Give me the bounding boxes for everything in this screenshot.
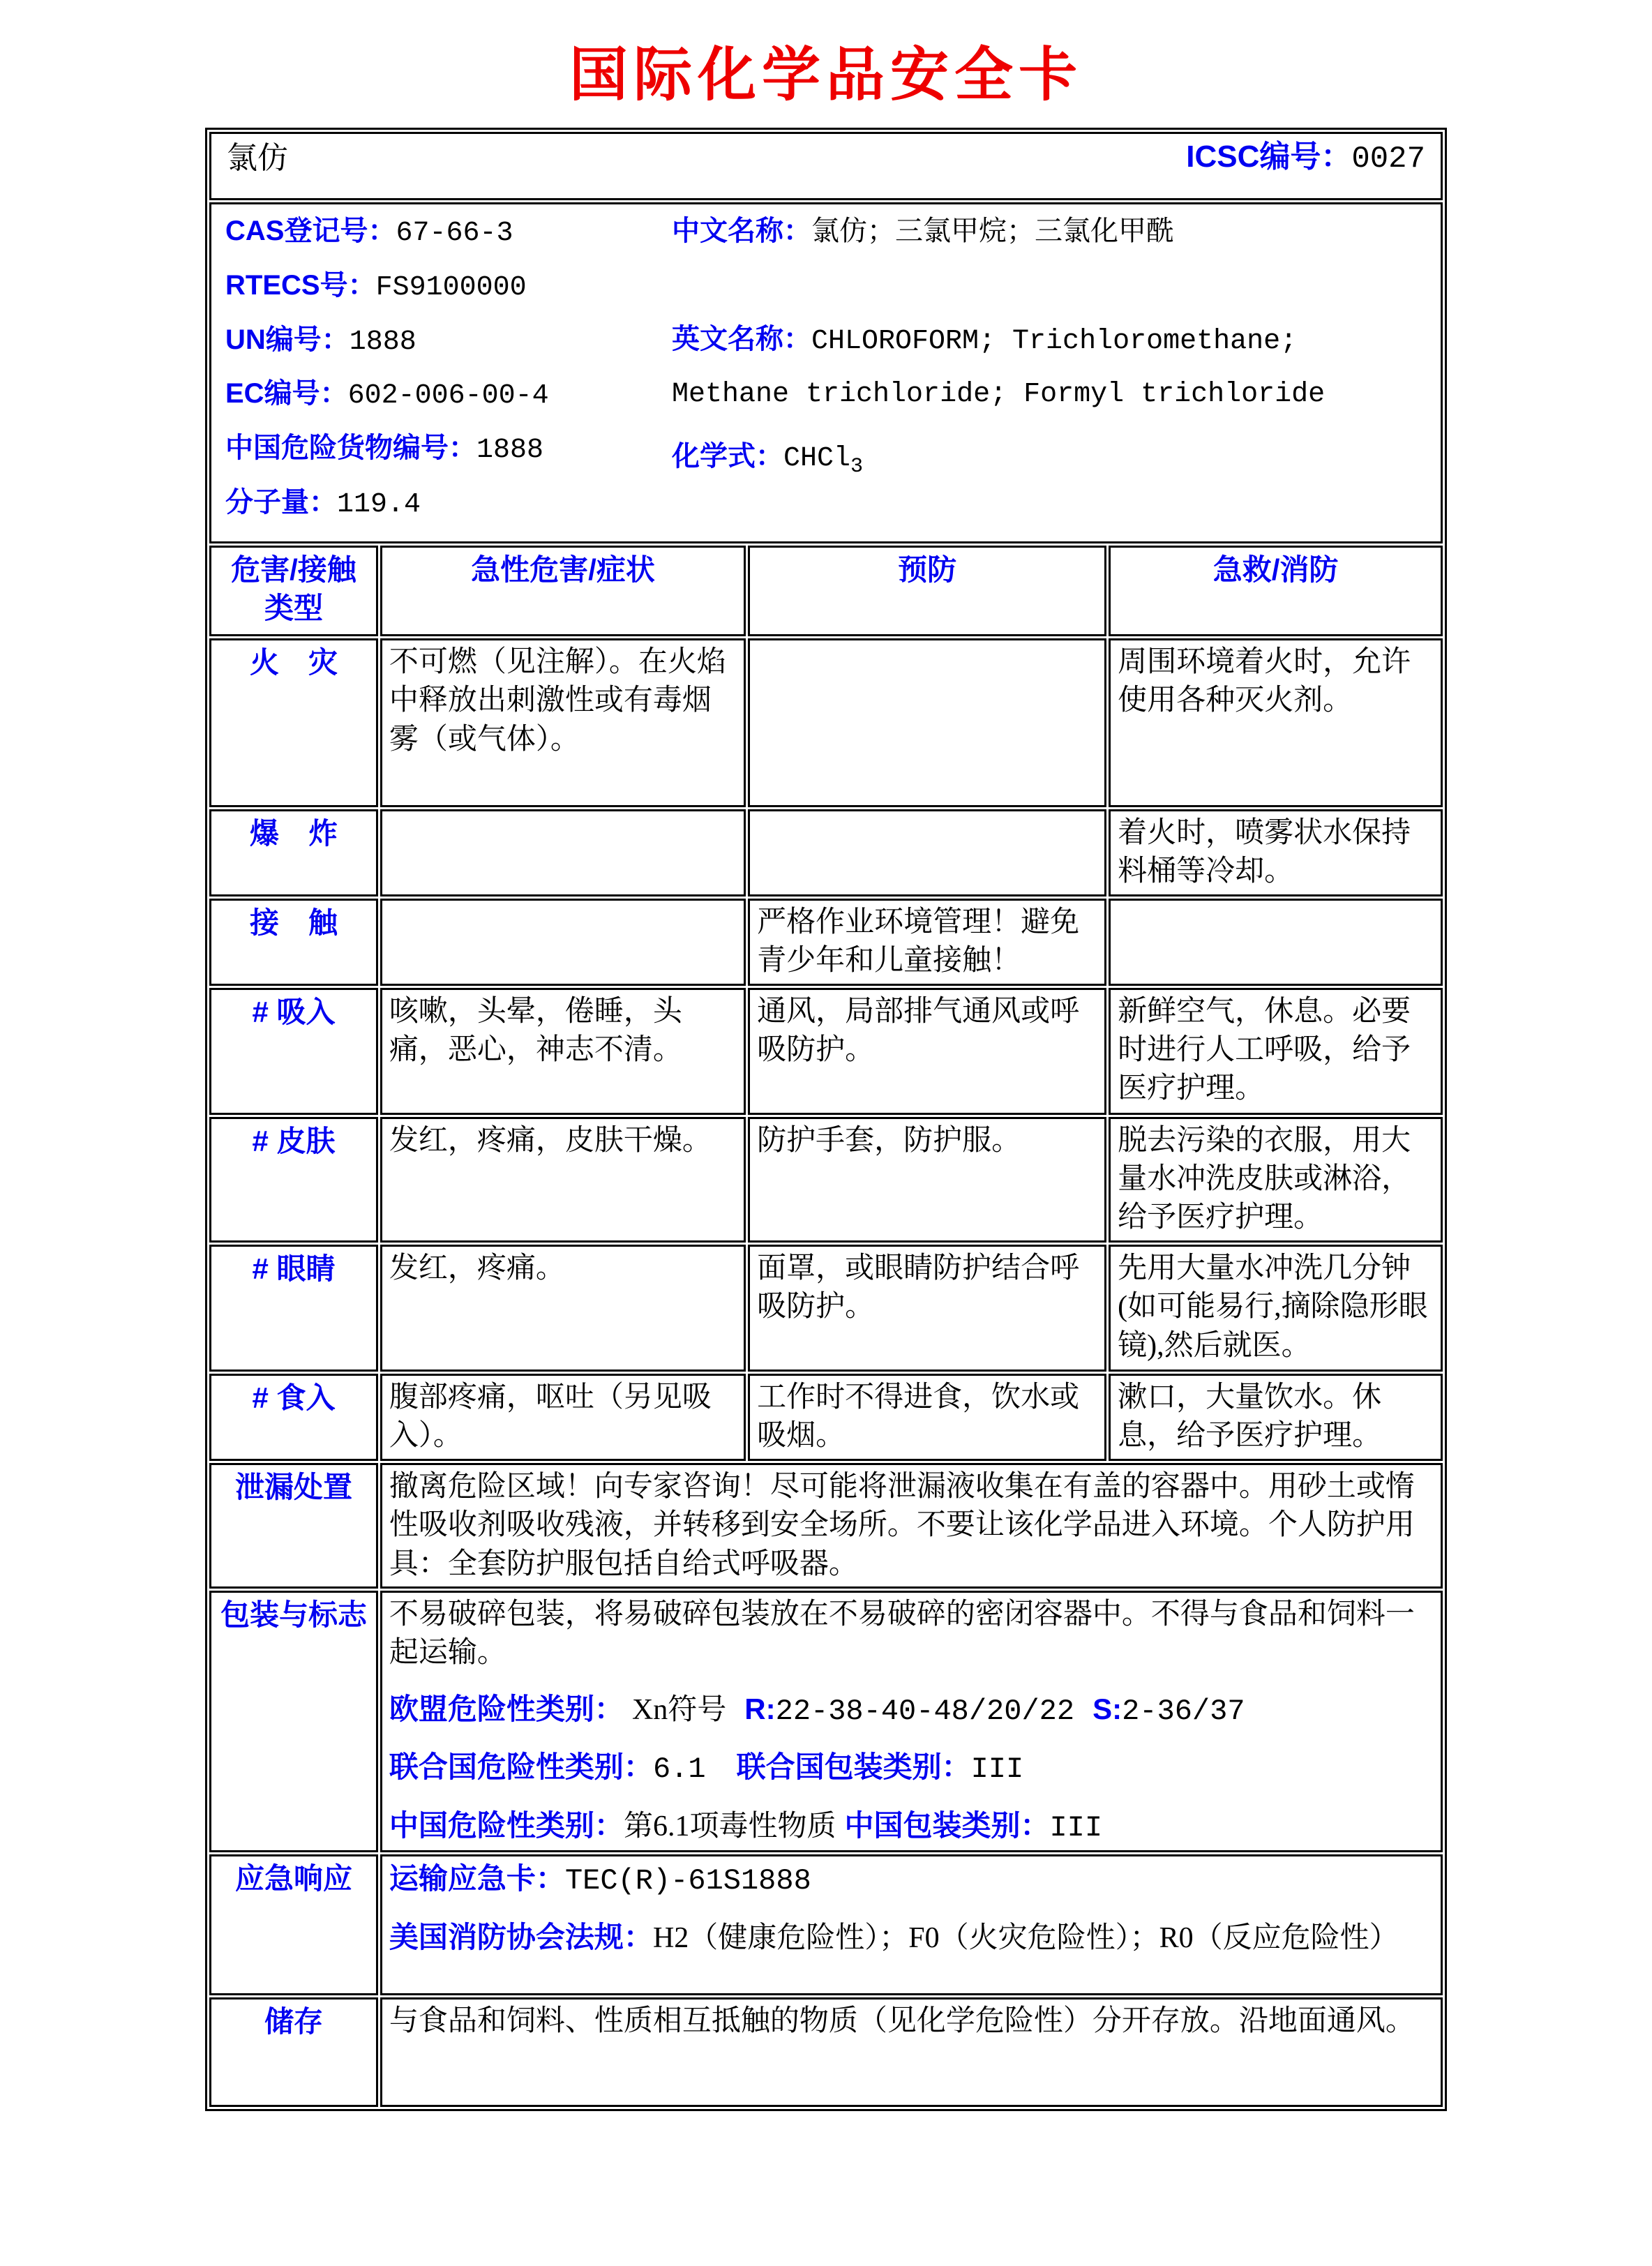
hazard-header-symptoms: 急性危害/症状	[380, 546, 746, 636]
un-packing-group-value: III	[970, 1753, 1024, 1787]
prevention-cell: 工作时不得进食，饮水或吸烟。	[748, 1374, 1106, 1461]
symptoms-cell: 不可燃（见注解）。在火焰中释放出刺激性或有毒烟雾（或气体）。	[380, 638, 746, 807]
rtecs-number-line	[225, 267, 672, 307]
symptoms-cell: 腹部疼痛，呕吐（另见吸入）。	[380, 1374, 746, 1461]
icsc-number-value: 0027	[1351, 142, 1425, 177]
hazard-row-inhalation	[209, 988, 1443, 1115]
english-name-line	[672, 314, 1411, 420]
identity-row	[209, 202, 1443, 543]
china-packing-group-label: 中国包装类别：	[844, 1808, 1050, 1842]
s-phrases-label: S:	[1092, 1692, 1122, 1725]
prevention-cell: 面罩，或眼睛防护结合呼吸防护。	[748, 1245, 1106, 1372]
cas-number-label: CAS登记号：	[225, 216, 396, 246]
first-aid-cell: 新鲜空气，休息。必要时进行人工呼吸，给予医疗护理。	[1109, 988, 1443, 1115]
emergency-row	[209, 1854, 1443, 1995]
english-name-value: CHLOROFORM; Trichloromethane; Methane trichloride; Formyl trichloride	[672, 325, 1326, 410]
china-hazard-class-label: 中国危险性类别：	[389, 1808, 624, 1842]
un-packing-group-label: 联合国包装类别：	[736, 1750, 971, 1784]
hazard-row-fire	[209, 638, 1443, 807]
ec-number-line	[225, 375, 672, 415]
molecular-weight-line	[225, 484, 672, 524]
storage-label: 储存	[209, 1997, 378, 2107]
row-type-label: # 吸入	[209, 988, 378, 1115]
storage-row	[209, 1997, 1443, 2107]
transport-emergency-card-value: TEC(R)-61S1888	[564, 1864, 811, 1898]
row-type-label: 接 触	[209, 899, 378, 986]
icsc-card	[205, 128, 1447, 2111]
hazard-header-prevention: 预防	[748, 546, 1106, 636]
hazard-row-contact	[209, 899, 1443, 986]
prevention-cell: 防护手套，防护服。	[748, 1117, 1106, 1243]
nfpa-code-value: H2（健康危险性）；F0（火灾危险性）；R0（反应危险性）	[652, 1921, 1399, 1954]
prevention-cell	[748, 638, 1106, 807]
emergency-cell	[380, 1854, 1443, 1995]
chemical-formula-subscript: 3	[850, 454, 864, 479]
symptoms-cell: 咳嗽，头晕，倦睡，头痛，恶心，神志不清。	[380, 988, 746, 1115]
r-phrases-value: 22-38-40-48/20/22	[775, 1694, 1075, 1728]
hazard-header-first-aid: 急救/消防	[1109, 546, 1443, 636]
symptoms-cell: 发红，疼痛。	[380, 1245, 746, 1372]
eu-hazard-class-line	[389, 1690, 1434, 1731]
storage-text: 与食品和饲料、性质相互抵触的物质（见化学危险性）分开存放。沿地面通风。	[380, 1997, 1443, 2107]
china-class-line	[389, 1806, 1434, 1847]
cas-number-value: 67-66-3	[396, 218, 513, 249]
packaging-row	[209, 1591, 1443, 1852]
substance-name: 氯仿	[227, 140, 288, 175]
packaging-label: 包装与标志	[209, 1591, 378, 1852]
prevention-cell: 严格作业环境管理！避免青少年和儿童接触！	[748, 899, 1106, 986]
chemical-formula-line	[672, 438, 1411, 481]
rtecs-number-value: FS9100000	[375, 271, 527, 303]
row-type-label: 火 灾	[209, 638, 378, 807]
un-number-label: UN编号：	[225, 324, 350, 355]
ec-number-label: EC编号：	[225, 378, 348, 410]
china-dg-number-value: 1888	[476, 435, 544, 467]
hazard-row-explosion	[209, 809, 1443, 896]
un-number-value: 1888	[349, 326, 416, 358]
un-hazard-class-label: 联合国危险性类别：	[389, 1750, 653, 1784]
icsc-number	[1186, 137, 1425, 179]
icsc-number-label: ICSC编号：	[1186, 140, 1352, 174]
packaging-transport-note: 不易破碎包装，将易破碎包装放在不易破碎的密闭容器中。不得与食品和饲料一起运输。	[389, 1598, 1415, 1670]
chemical-formula-label: 化学式：	[672, 440, 783, 472]
china-dg-number-label: 中国危险货物编号：	[225, 433, 476, 464]
first-aid-cell: 脱去污染的衣服，用大量水冲洗皮肤或淋浴，给予医疗护理。	[1109, 1117, 1443, 1243]
transport-emergency-card-line	[389, 1859, 1434, 1900]
chinese-name-label: 中文名称：	[672, 216, 811, 246]
first-aid-cell	[1109, 899, 1443, 986]
un-hazard-class-value: 6.1	[652, 1753, 706, 1787]
hazard-header-row	[209, 546, 1443, 636]
chemical-formula-value: CHCl	[783, 442, 851, 474]
transport-emergency-card-label: 运输应急卡：	[389, 1862, 565, 1896]
hazard-row-skin	[209, 1117, 1443, 1243]
card-header-row	[209, 132, 1443, 200]
first-aid-cell: 着火时，喷雾状水保持料桶等冷却。	[1109, 809, 1443, 896]
emergency-label: 应急响应	[209, 1854, 378, 1995]
un-number-line	[225, 322, 672, 361]
identity-cell	[209, 202, 1443, 543]
r-phrases-label: R:	[744, 1692, 776, 1725]
spill-row	[209, 1463, 1443, 1589]
molecular-weight-value: 119.4	[337, 488, 421, 520]
hazard-header-type: 危害/接触类型	[209, 546, 378, 636]
symptoms-cell	[380, 809, 746, 896]
row-type-label: # 皮肤	[209, 1117, 378, 1243]
english-name-label: 英文名称：	[672, 323, 811, 354]
row-type-label: # 食入	[209, 1374, 378, 1461]
row-type-label: 爆 炸	[209, 809, 378, 896]
hazard-row-ingestion	[209, 1374, 1443, 1461]
chinese-name-value: 氯仿；三氯甲烷；三氯化甲酰	[811, 215, 1174, 246]
chinese-name-line	[672, 213, 1411, 250]
cas-number-line	[225, 213, 672, 253]
hazard-row-eyes	[209, 1245, 1443, 1372]
eu-hazard-class-label: 欧盟危险性类别：	[389, 1692, 624, 1725]
spill-label: 泄漏处置	[209, 1463, 378, 1589]
symptoms-cell: 发红，疼痛，皮肤干燥。	[380, 1117, 746, 1243]
prevention-cell	[748, 809, 1106, 896]
rtecs-number-label: RTECS号：	[225, 269, 376, 301]
packaging-cell	[380, 1591, 1443, 1852]
page-title: 国际化学品安全卡	[569, 43, 1083, 108]
spill-text: 撤离危险区域！向专家咨询！尽可能将泄漏液收集在有盖的容器中。用砂土或惰性吸收剂吸收残液，并转移到安全场所。不要让该化学品进入环境。个人防护用具：全套防护服包括自给式呼吸器。	[380, 1463, 1443, 1589]
eu-hazard-symbol: Xn符号	[631, 1693, 727, 1726]
china-hazard-class-value: 第6.1项毒性物质	[623, 1810, 836, 1843]
prevention-cell: 通风，局部排气通风或呼吸防护。	[748, 988, 1106, 1115]
symptoms-cell	[380, 899, 746, 986]
row-type-label: # 眼睛	[209, 1245, 378, 1372]
un-class-line	[389, 1748, 1434, 1789]
first-aid-cell: 先用大量水冲洗几分钟(如可能易行,摘除隐形眼镜),然后就医。	[1109, 1245, 1443, 1372]
nfpa-code-label: 美国消防协会法规：	[389, 1920, 653, 1953]
first-aid-cell: 周围环境着火时，允许使用各种灭火剂。	[1109, 638, 1443, 807]
s-phrases-value: 2-36/37	[1122, 1694, 1245, 1728]
identity-right-column	[672, 213, 1411, 539]
china-dg-number-line	[225, 430, 672, 470]
molecular-weight-label: 分子量：	[225, 486, 337, 518]
first-aid-cell: 漱口，大量饮水。休息，给予医疗护理。	[1109, 1374, 1443, 1461]
china-packing-group-value: III	[1049, 1810, 1103, 1845]
identity-left-column	[225, 213, 672, 539]
card-header-cell	[209, 132, 1443, 200]
ec-number-value: 602-006-00-4	[347, 380, 549, 412]
nfpa-code-line	[389, 1918, 1434, 1958]
